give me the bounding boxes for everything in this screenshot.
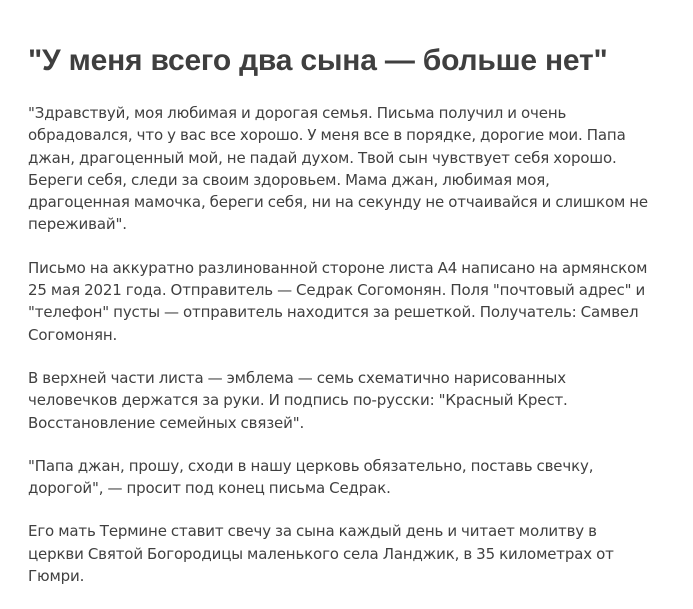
paragraph-mother-candle: Его мать Термине ставит свечу за сына каждый день и читает молитву в церкви Святой Богородицы маленького села Ланджик, в 35 километрах от Гюмри.: [28, 522, 614, 586]
article-headline: "У меня всего два сына — больше нет": [28, 44, 608, 77]
article: [28, 0, 650, 608]
paragraph-church-request: "Папа джан, прошу, сходи в нашу церковь обязательно, поставь свечку, дорогой", — просит под конец письма Седрак.: [28, 456, 594, 498]
paragraph-emblem: В верхней части листа — эмблема — семь схематично нарисованных человечков держатся за руки. И подпись по-русски: "Красный Крест. Восстановление семейных связей".: [28, 368, 568, 432]
paragraph-letter-quote: "Здравствуй, моя любимая и дорогая семья. Письма получил и очень обрадовался, что у вас все хорошо. У меня все в порядке, дорогие мои. Папа джан, драгоценный мой, не падай духом. Твой сын чувствует себя хорошо. Береги себя, следи за своим здоровьем. Мама джан, любимая моя, драгоценная мамочка, береги себя, ни на секунду не отчаивайся и слишком не переживай".: [28, 104, 648, 234]
article-body: [28, 102, 650, 587]
paragraph-letter-details: Письмо на аккуратно разлинованной стороне листа А4 написано на армянском 25 мая 2021 года. Отправитель — Седрак Согомонян. Поля "почтовый адрес" и "телефон" пусты — отправитель находится за решеткой. Получатель: Самвел Согомонян.: [28, 258, 648, 344]
